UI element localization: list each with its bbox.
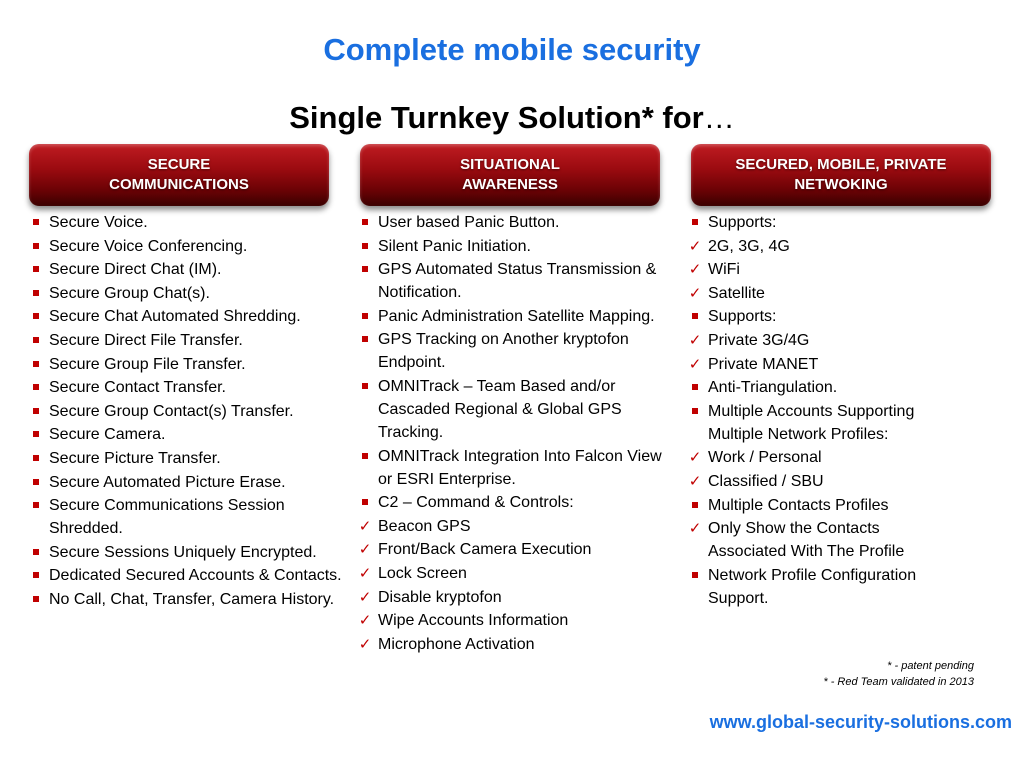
list-item-text: Private MANET	[708, 355, 819, 373]
square-bullet-icon	[28, 329, 44, 352]
list-item-text: Secure Group File Transfer.	[49, 355, 246, 373]
square-bullet-icon	[357, 211, 373, 234]
list-item	[357, 445, 667, 491]
list-item-text: Secure Group Contact(s) Transfer.	[49, 402, 294, 420]
list-item-text: Secure Chat Automated Shredding.	[49, 308, 301, 326]
footnote-patent: * - patent pending	[887, 660, 974, 672]
list-item-text: GPS Tracking on Another kryptofon Endpoint.	[378, 331, 629, 372]
list-item	[28, 541, 348, 564]
list-item-text: 2G, 3G, 4G	[708, 237, 790, 255]
checkmark-icon: ✓	[688, 331, 702, 349]
secure-communications-list	[28, 211, 348, 612]
square-bullet-icon	[28, 494, 44, 517]
square-bullet-icon	[357, 328, 373, 351]
list-item	[357, 586, 667, 609]
checkmark-icon: ✓	[358, 588, 372, 606]
list-item-text: Secure Sessions Uniquely Encrypted.	[49, 543, 317, 561]
checkmark-icon: ✓	[358, 564, 372, 582]
subtitle-ellipsis: …	[703, 100, 735, 135]
subtitle-text: Single Turnkey Solution* for	[289, 100, 704, 135]
square-bullet-icon	[357, 235, 373, 258]
list-item	[28, 400, 348, 423]
list-item	[687, 305, 957, 328]
situational-awareness-list	[357, 211, 667, 656]
list-item	[28, 353, 348, 376]
list-item-text: Secure Contact Transfer.	[49, 379, 226, 397]
square-bullet-icon	[357, 491, 373, 514]
list-item-text: Only Show the Contacts Associated With The Profile	[708, 520, 905, 561]
list-item	[28, 235, 348, 258]
checkmark-icon: ✓	[358, 612, 372, 630]
footnotes	[823, 658, 974, 690]
square-bullet-icon	[357, 258, 373, 281]
list-item	[687, 494, 957, 517]
header-line-1: SECURED, MOBILE, PRIVATE	[735, 156, 947, 173]
secured-networking-list	[687, 211, 957, 610]
list-item	[28, 258, 348, 281]
list-item-text: Supports:	[708, 214, 777, 231]
list-item	[687, 376, 957, 399]
list-item	[28, 376, 348, 399]
list-item	[687, 282, 957, 305]
list-item-text: OMNITrack Integration Into Falcon View or ESRI Enterprise.	[378, 447, 662, 488]
header-line-2: COMMUNICATIONS	[109, 176, 249, 193]
list-item	[357, 609, 667, 632]
list-item-text: GPS Automated Status Transmission & Notification.	[378, 261, 657, 302]
square-bullet-icon	[28, 471, 44, 494]
square-bullet-icon	[357, 375, 373, 398]
list-item-text: Microphone Activation	[378, 635, 535, 653]
list-item	[357, 633, 667, 656]
square-bullet-icon	[28, 235, 44, 258]
header-secure-communications	[29, 144, 329, 206]
square-bullet-icon	[687, 564, 703, 587]
header-line-2: NETWOKING	[794, 176, 888, 193]
square-bullet-icon	[357, 445, 373, 468]
list-item	[687, 353, 957, 376]
checkmark-icon: ✓	[688, 237, 702, 255]
list-item-text: Beacon GPS	[378, 517, 471, 535]
square-bullet-icon	[687, 494, 703, 517]
square-bullet-icon	[28, 353, 44, 376]
list-item	[357, 328, 667, 374]
square-bullet-icon	[28, 258, 44, 281]
header-line-2: AWARENESS	[462, 176, 558, 193]
list-item-text: Multiple Contacts Profiles	[708, 496, 889, 514]
square-bullet-icon	[28, 305, 44, 328]
list-item	[28, 305, 348, 328]
list-item	[687, 470, 957, 493]
list-item-text: Secure Voice.	[49, 214, 148, 231]
list-item-text: Lock Screen	[378, 564, 467, 582]
list-item-text: Secure Communications Session Shredded.	[49, 497, 285, 538]
list-item-text: Satellite	[708, 284, 765, 302]
list-item	[687, 446, 957, 469]
list-item-text: Supports:	[708, 308, 777, 326]
square-bullet-icon	[28, 588, 44, 611]
square-bullet-icon	[687, 305, 703, 328]
list-item	[28, 564, 348, 587]
list-item-text: Classified / SBU	[708, 472, 824, 490]
list-item	[28, 423, 348, 446]
list-item	[357, 515, 667, 538]
list-item-text: Multiple Accounts Supporting Multiple Network Profiles:	[708, 402, 915, 443]
checkmark-icon: ✓	[358, 541, 372, 559]
list-item-text: Secure Voice Conferencing.	[49, 237, 248, 255]
list-item-text: Secure Direct Chat (IM).	[49, 261, 222, 279]
list-item	[357, 375, 667, 444]
square-bullet-icon	[28, 423, 44, 446]
list-item-text: Front/Back Camera Execution	[378, 541, 592, 559]
list-item-text: Wipe Accounts Information	[378, 612, 569, 630]
list-item-text: Network Profile Configuration Support.	[708, 566, 917, 607]
list-item	[357, 258, 667, 304]
square-bullet-icon	[28, 211, 44, 234]
list-item	[357, 538, 667, 561]
list-item	[28, 447, 348, 470]
checkmark-icon: ✓	[688, 355, 702, 373]
square-bullet-icon	[28, 376, 44, 399]
header-secured-networking	[691, 144, 991, 206]
list-item	[28, 329, 348, 352]
list-item-text: C2 – Command & Controls:	[378, 494, 574, 512]
checkmark-icon: ✓	[688, 261, 702, 279]
checkmark-icon: ✓	[358, 635, 372, 653]
list-item-text: User based Panic Button.	[378, 214, 560, 231]
list-item-text: Silent Panic Initiation.	[378, 237, 531, 255]
square-bullet-icon	[28, 400, 44, 423]
list-item-text: Disable kryptofon	[378, 588, 502, 606]
checkmark-icon: ✓	[358, 517, 372, 535]
square-bullet-icon	[687, 211, 703, 234]
list-item-text: Anti-Triangulation.	[708, 379, 838, 397]
list-item-text: No Call, Chat, Transfer, Camera History.	[49, 590, 335, 608]
list-item	[28, 471, 348, 494]
list-item	[687, 517, 957, 563]
square-bullet-icon	[687, 400, 703, 423]
square-bullet-icon	[28, 282, 44, 305]
website-link[interactable]: www.global-security-solutions.com	[709, 712, 1012, 732]
list-item	[687, 235, 957, 258]
slide-subtitle	[0, 100, 1024, 136]
square-bullet-icon	[28, 541, 44, 564]
square-bullet-icon	[687, 376, 703, 399]
list-item	[28, 211, 348, 234]
list-item-text: Dedicated Secured Accounts & Contacts.	[49, 567, 342, 585]
list-item	[687, 211, 957, 234]
list-item-text: Work / Personal	[708, 449, 822, 467]
list-item	[687, 400, 957, 446]
list-item	[357, 562, 667, 585]
checkmark-icon: ✓	[688, 472, 702, 490]
list-item-text: Secure Camera.	[49, 426, 166, 444]
checkmark-icon: ✓	[688, 520, 702, 538]
footnote-red-team: * - Red Team validated in 2013	[823, 676, 974, 688]
checkmark-icon: ✓	[688, 449, 702, 467]
header-situational-awareness	[360, 144, 660, 206]
list-item	[28, 494, 348, 540]
list-item-text: WiFi	[708, 261, 740, 279]
list-item	[357, 235, 667, 258]
list-item	[357, 211, 667, 234]
list-item	[357, 491, 667, 514]
header-line-1: SECURE	[147, 156, 211, 173]
square-bullet-icon	[357, 305, 373, 328]
list-item	[357, 305, 667, 328]
header-line-1: SITUATIONAL	[460, 156, 560, 173]
square-bullet-icon	[28, 564, 44, 587]
list-item	[687, 329, 957, 352]
checkmark-icon: ✓	[688, 284, 702, 302]
list-item	[687, 258, 957, 281]
slide-title: Complete mobile security	[323, 32, 701, 67]
list-item	[28, 588, 348, 611]
list-item-text: Secure Group Chat(s).	[49, 284, 210, 302]
list-item	[28, 282, 348, 305]
list-item	[687, 564, 957, 610]
square-bullet-icon	[28, 447, 44, 470]
list-item-text: Panic Administration Satellite Mapping.	[378, 307, 655, 325]
list-item-text: Secure Picture Transfer.	[49, 449, 221, 467]
list-item-text: OMNITrack – Team Based and/or Cascaded Regional & Global GPS Tracking.	[378, 377, 622, 441]
list-item-text: Secure Automated Picture Erase.	[49, 473, 286, 491]
list-item-text: Secure Direct File Transfer.	[49, 331, 243, 349]
list-item-text: Private 3G/4G	[708, 331, 810, 349]
